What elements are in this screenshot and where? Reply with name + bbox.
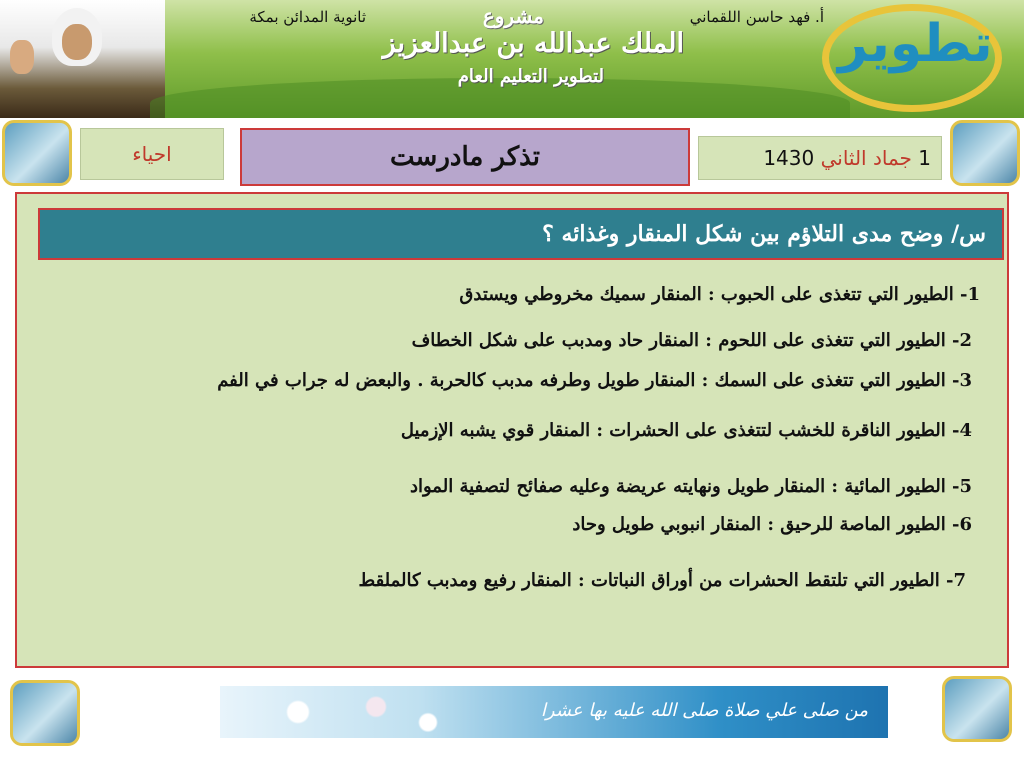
answer-item-4: 4- الطيور الناقرة للخشب لتتغذى على الحشرات : المنقار قوي يشبه الإزميل (400, 420, 972, 441)
question-bar: س/ وضح مدى التلاؤم بين شكل المنقار وغذائه ؟ (38, 208, 1004, 260)
answer-item-2: 2- الطيور التي تتغذى على اللحوم : المنقار حاد ومدبب على شكل الخطاف (411, 330, 972, 351)
project-name: الملك عبدالله بن عبدالعزيز (382, 28, 684, 59)
answer-item-3: 3- الطيور التي تتغذى على السمك : المنقار طويل وطرفه مدبب كالحربة . والبعض له جراب في الفم (217, 370, 972, 391)
project-label: مشروع (482, 4, 544, 28)
corner-decoration-bottom-left (10, 680, 80, 746)
header-banner (0, 0, 1024, 118)
tatweer-logo: تطوير (838, 14, 993, 74)
date-label (698, 136, 942, 180)
answer-item-6: 6- الطيور الماصة للرحيق : المنقار انبوبي طويل وحاد (572, 514, 972, 535)
date-day: 1 (918, 146, 931, 170)
photo-face (62, 24, 92, 60)
date-month: جماد الثاني (820, 146, 912, 170)
answer-item-1: 1- الطيور التي تتغذى على الحبوب : المنقار سميك مخروطي ويستدق (459, 284, 980, 305)
photo-hand (10, 40, 34, 74)
footer-banner (220, 686, 888, 738)
project-subtitle: لتطوير التعليم العام (457, 66, 604, 87)
slide-title: تذكر مادرست (240, 128, 690, 186)
date-year: 1430 (763, 146, 815, 170)
footer-banner-text: من صلى علي صلاة صلى الله عليه بها عشرا (540, 700, 868, 721)
answer-item-5: 5- الطيور المائية : المنقار طويل ونهايته عريضة وعليه صفائح لتصفية المواد (409, 476, 972, 497)
corner-decoration-bottom-right (942, 676, 1012, 742)
king-photo (0, 0, 165, 118)
school-name: ثانوية المدائن بمكة (249, 8, 366, 26)
author-name: أ. فهد حاسن اللقماني (689, 8, 824, 26)
answer-item-7: 7- الطيور التي تلتقط الحشرات من أوراق النباتات : المنقار رفيع ومدبب كالملقط (358, 570, 966, 591)
subject-label: احياء (80, 128, 224, 180)
corner-decoration-top-right (950, 120, 1020, 186)
blossom-decoration (220, 686, 480, 738)
corner-decoration-top-left (2, 120, 72, 186)
